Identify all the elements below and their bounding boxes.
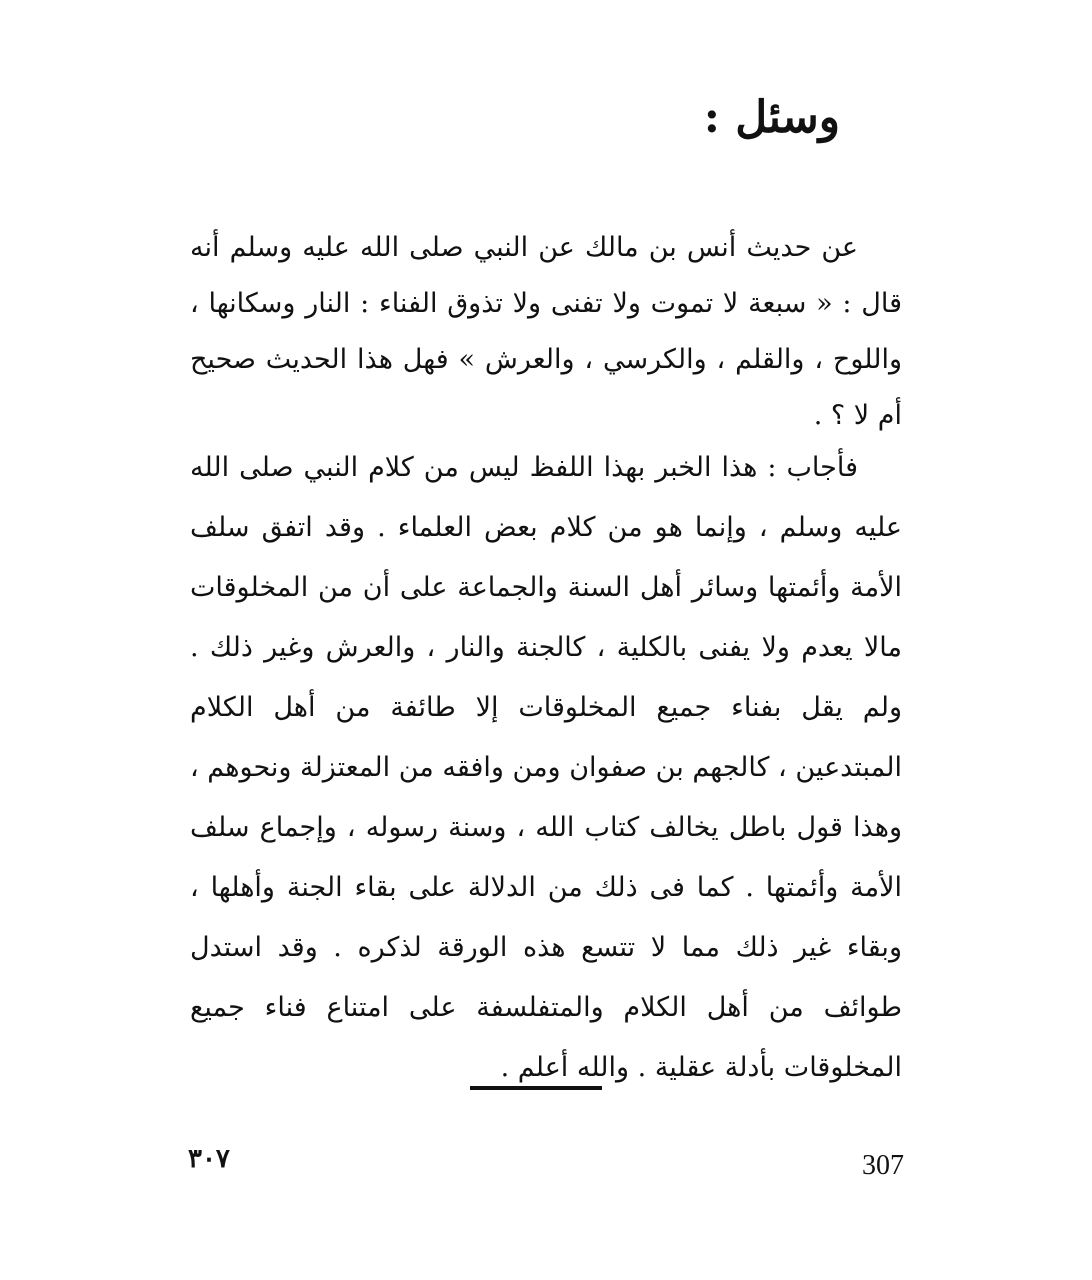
section-heading: وسئل : bbox=[703, 92, 840, 143]
question-paragraph: عن حديث أنس بن مالك عن النبي صلى الله عليه وسلم أنه قال : « سبعة لا تموت ولا تفنى ولا تذوق الفناء : النار وسكانها ، واللوح ، والقلم ، والكرسي ، والعرش » فهل هذا الحديث صحيح أم لا ؟ . bbox=[190, 232, 902, 431]
answer-paragraph: فأجاب : هذا الخبر بهذا اللفظ ليس من كلام النبي صلى الله عليه وسلم ، وإنما هو من كلام بعض العلماء . وقد اتفق سلف الأمة وأئمتها وسائر أهل السنة والجماعة على أن من المخلوقات مالا يعدم ولا يفنى بالكلية ، كالجنة والنار ، والعرش وغير ذلك . ولم يقل بفناء جميع المخلوقات إلا طائفة من أهل الكلام المبتدعين ، كالجهم بن صفوان ومن وافقه من المعتزلة ونحوهم ، وهذا قول باطل يخالف كتاب الله ، وسنة رسوله ، وإجماع سلف الأمة وأئمتها . كما فى ذلك من الدلالة على بقاء الجنة وأهلها ، وبقاء غير ذلك مما لا تتسع هذه الورقة لذكره . وقد استدل طوائف من أهل الكلام والمتفلسفة على امتناع فناء جميع المخلوقات بأدلة عقلية . والله أعلم . bbox=[190, 452, 902, 1083]
page-number-arabic: ٣٠٧ bbox=[188, 1144, 230, 1174]
end-divider bbox=[470, 1086, 602, 1090]
question-block bbox=[190, 220, 902, 444]
page-number: 307 bbox=[862, 1150, 904, 1181]
answer-block bbox=[190, 438, 902, 1098]
